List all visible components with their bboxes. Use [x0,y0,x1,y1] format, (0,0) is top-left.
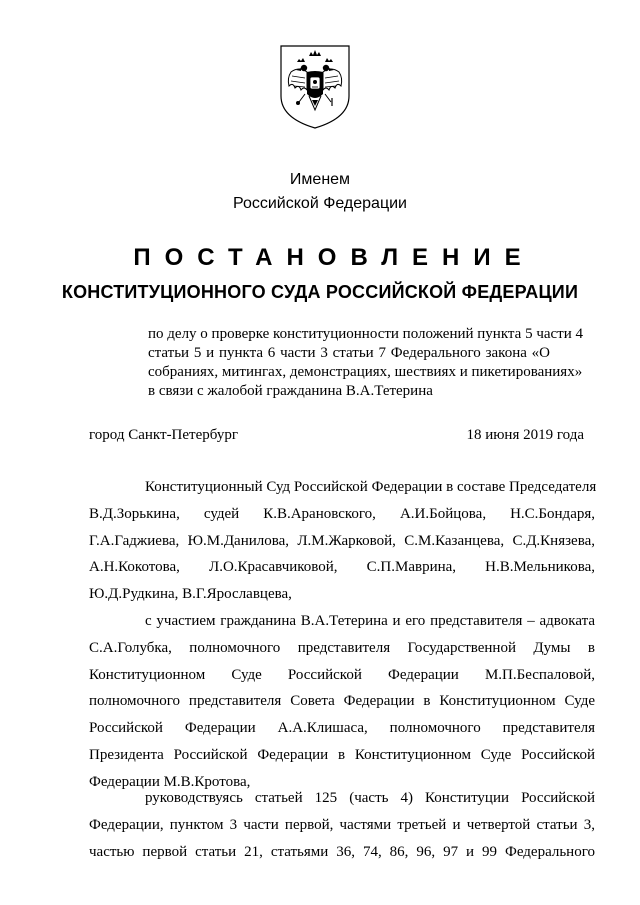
case-subject [148,325,584,401]
paragraph-line: Федерации М.В.Кротова, [89,773,251,790]
paragraph-court-composition [89,474,595,608]
paragraph-participants [89,608,595,796]
subject-line: статьи 5 и пункта 6 части 3 статьи 7 Федерального закона «О [148,345,550,361]
paragraph-line: С.А.Голубка, полномочного представителя Государственной Думы в [89,639,595,656]
paragraph-line: Российской Федерации А.А.Клишаса, полномочного представителя [89,720,595,737]
subject-line: в связи с жалобой гражданина В.А.Тетерина [148,383,433,399]
subject-line: собраниях, митингах, демонстрациях, шествиях и пикетированиях» [148,364,583,380]
in-the-name-line: Именем [289,171,351,188]
document-subtitle: КОНСТИТУЦИОННОГО СУДА РОССИЙСКОЙ ФЕДЕРАЦИИ [61,282,579,302]
paragraph-line: Президента Российской Федерации в Конституционном Суде Российской [89,746,595,763]
paragraph-line: Г.А.Гаджиева, Ю.М.Данилова, Л.М.Жарковой, С.М.Казанцева, С.Д.Князева, [89,532,595,549]
paragraph-line: В.Д.Зорькина, судей К.В.Арановского, А.И.Бойцова, Н.С.Бондаря, [89,505,595,522]
document-title: ПОСТАНОВЛЕНИЕ [133,244,535,271]
paragraph-line: А.Н.Кокотова, Л.О.Красавчиковой, С.П.Маврина, Н.В.Мельникова, [89,559,595,576]
paragraph-line: Конституционном Суде Российской Федерации М.П.Беспаловой, [89,666,595,683]
place-of-issue: город Санкт-Петербург [89,427,238,443]
paragraph-line: Конституционный Суд Российской Федерации в составе Председателя [145,479,597,495]
double-headed-eagle-icon [277,44,353,130]
subject-line: по делу о проверке конституционности положений пункта 5 части 4 [148,326,584,342]
paragraph-line: Ю.Д.Рудкина, В.Г.Ярославцева, [89,586,292,603]
paragraph-line: Федерации, пунктом 3 части первой, частями третьей и четвертой статьи 3, [89,816,595,833]
coat-of-arms-emblem [277,44,353,130]
paragraph-line: руководствуясь статьей 125 (часть 4) Конституции Российской [145,790,595,806]
paragraph-line: с участием гражданина В.А.Тетерина и его представителя – адвоката [145,613,595,629]
paragraph-line: частью первой статьи 21, статьями 36, 74, 86, 96, 97 и 99 Федерального [89,843,595,860]
paragraph-legal-basis [89,785,595,865]
paragraph-line: полномочного представителя Совета Федерации в Конституционном Суде [89,693,595,710]
russian-federation-line: Российской Федерации [233,195,407,212]
date-of-issue: 18 июня 2019 года [466,427,584,443]
